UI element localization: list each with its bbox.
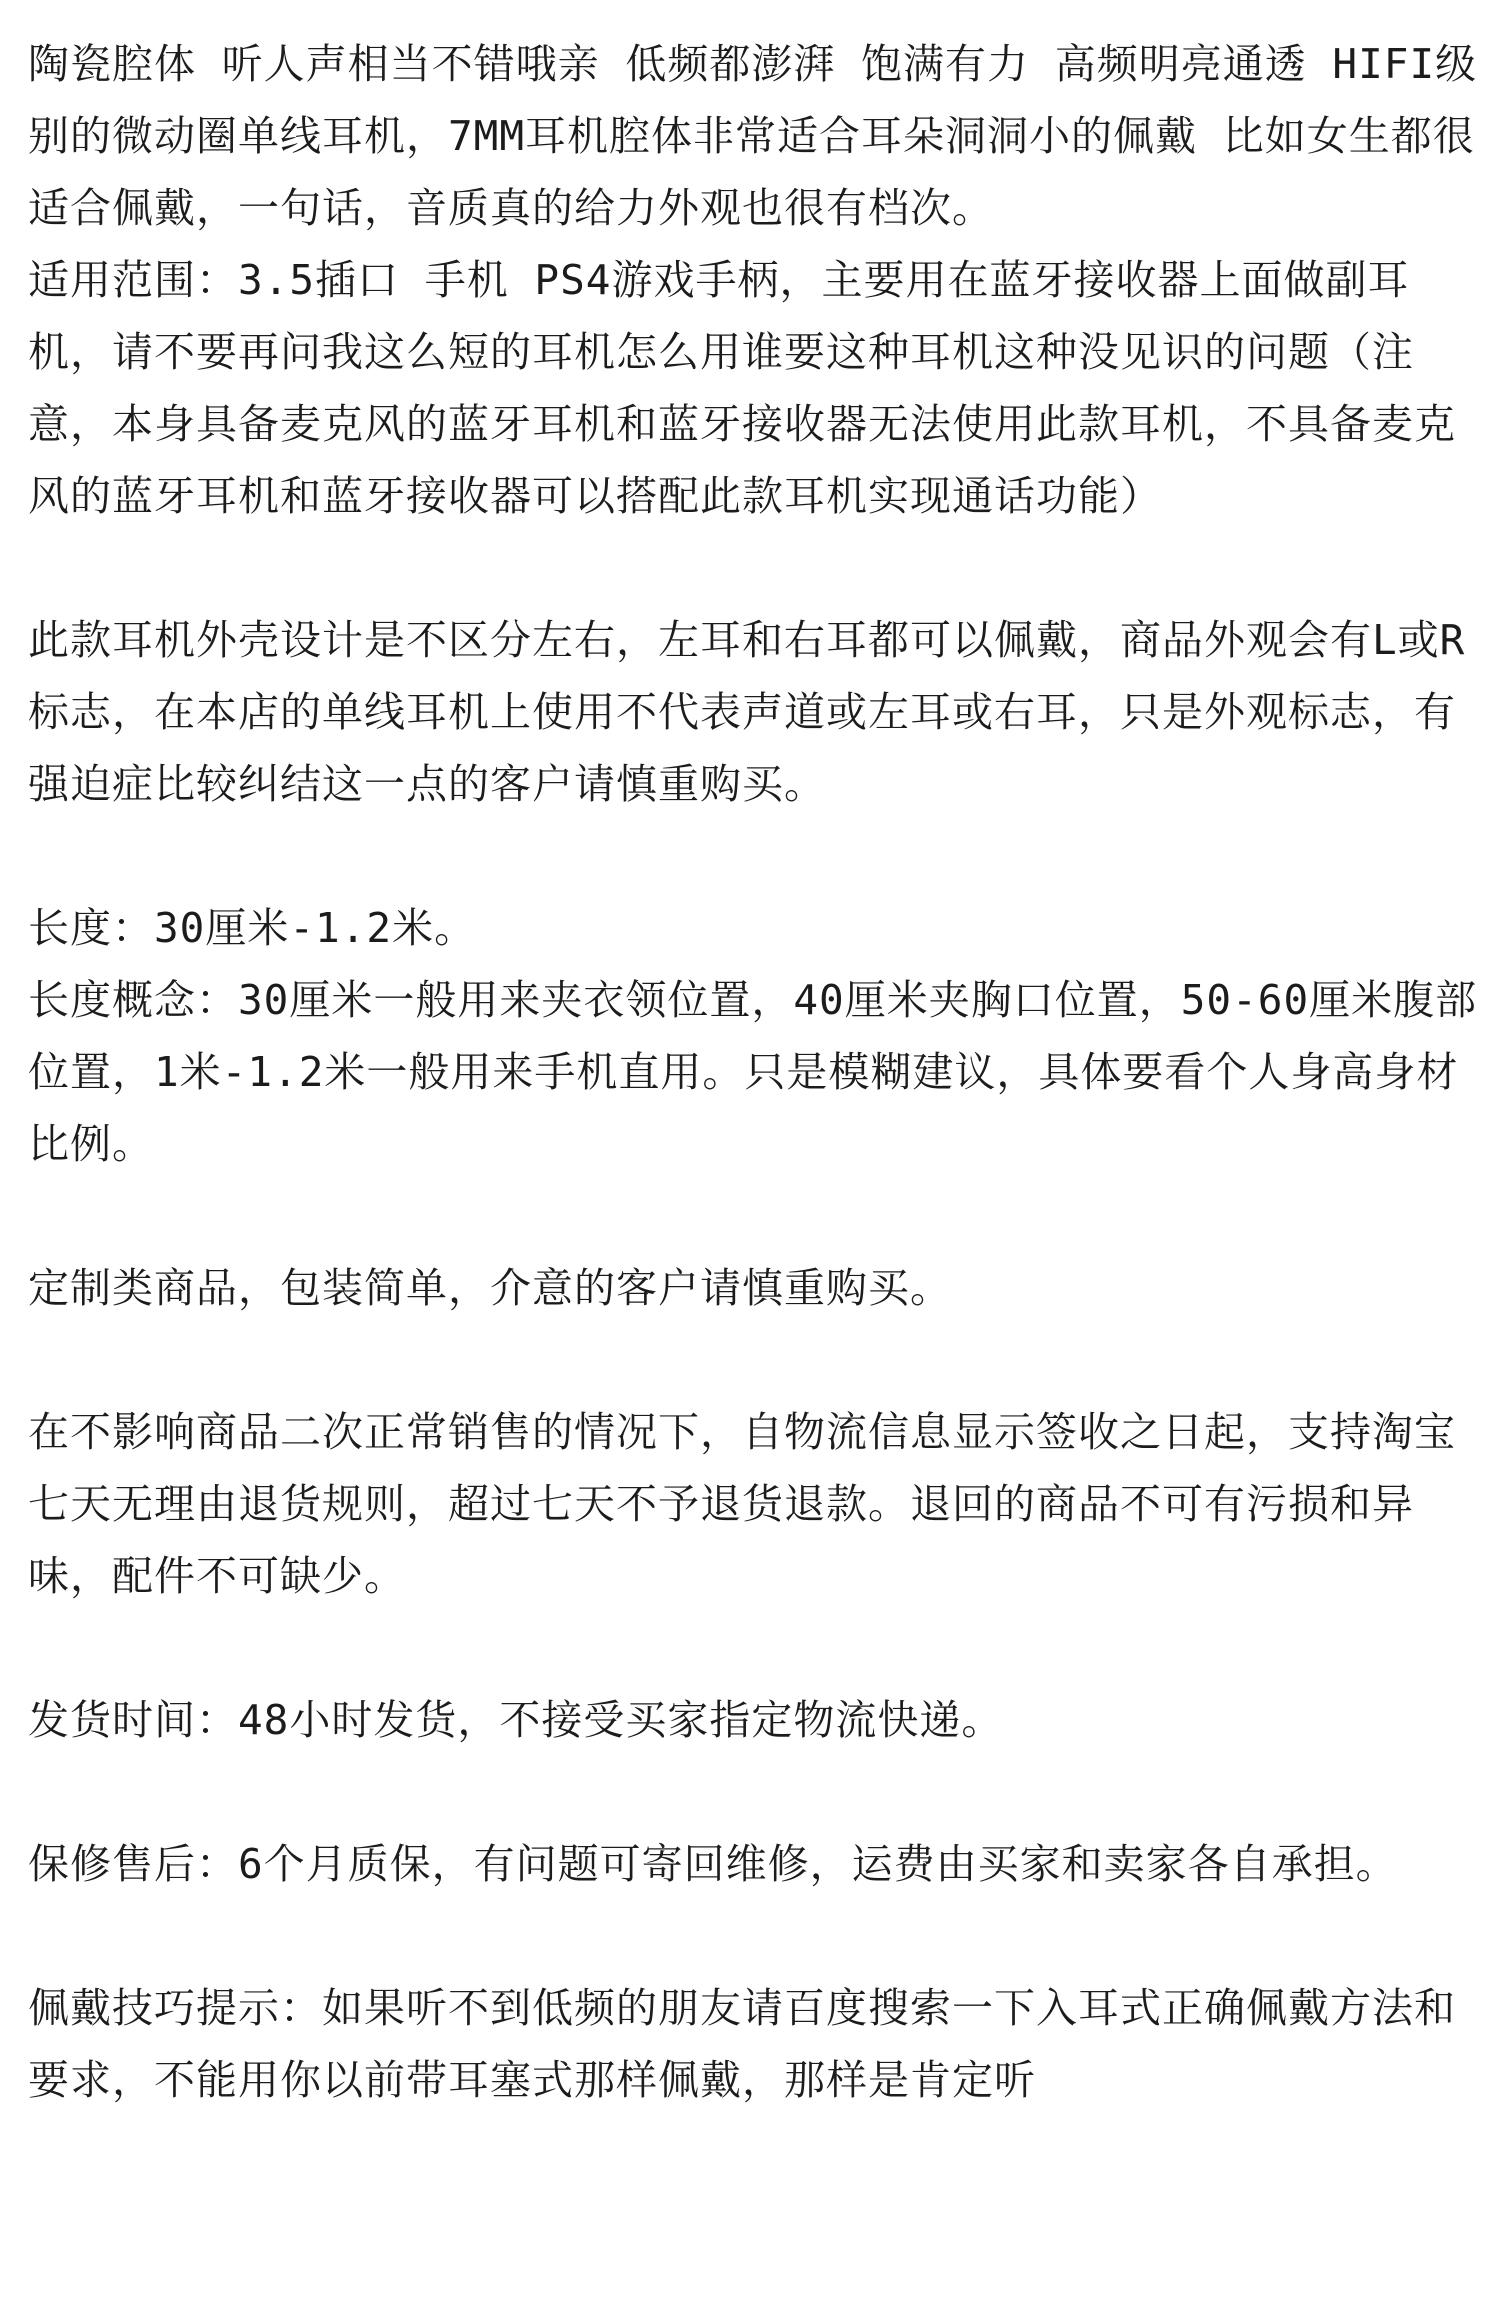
paragraph-spacer bbox=[28, 1180, 1482, 1252]
paragraph-spacer bbox=[28, 1900, 1482, 1972]
description-paragraph-length-concept: 长度概念：30厘米一般用来夹衣领位置，40厘米夹胸口位置，50-60厘米腹部位置，1米-1.2米一般用来手机直用。只是模糊建议，具体要看个人身高身材比例。 bbox=[28, 976, 1478, 1168]
description-paragraph-shipping-time: 发货时间：48小时发货，不接受买家指定物流快递。 bbox=[28, 1696, 1004, 1744]
paragraph-spacer bbox=[28, 1324, 1482, 1396]
description-paragraph-sound: 陶瓷腔体 听人声相当不错哦亲 低频都澎湃 饱满有力 高频明亮通透 HIFI级别的微动圈单线耳机，7MM耳机腔体非常适合耳朵洞洞小的佩戴 比如女生都很适合佩戴，一句话，音质真的给力外观也很有档次。 bbox=[28, 40, 1478, 232]
description-paragraph-return-policy: 在不影响商品二次正常销售的情况下，自物流信息显示签收之日起，支持淘宝七天无理由退货规则，超过七天不予退货退款。退回的商品不可有污损和异味，配件不可缺少。 bbox=[28, 1408, 1456, 1600]
paragraph-spacer bbox=[28, 1612, 1482, 1684]
description-paragraph-warranty: 保修售后：6个月质保，有问题可寄回维修，运费由买家和卖家各自承担。 bbox=[28, 1840, 1398, 1888]
paragraph-spacer bbox=[28, 820, 1482, 892]
paragraph-spacer bbox=[28, 532, 1482, 604]
description-paragraph-custom-packaging: 定制类商品，包装简单，介意的客户请慎重购买。 bbox=[28, 1264, 952, 1312]
description-paragraph-left-right-marks: 此款耳机外壳设计是不区分左右，左耳和右耳都可以佩戴，商品外观会有L或R标志，在本店的单线耳机上使用不代表声道或左耳或右耳，只是外观标志，有强迫症比较纠结这一点的客户请慎重购买。 bbox=[28, 616, 1466, 808]
description-paragraph-wearing-tips: 佩戴技巧提示：如果听不到低频的朋友请百度搜索一下入耳式正确佩戴方法和要求，不能用你以前带耳塞式那样佩戴，那样是肯定听 bbox=[28, 1984, 1456, 2104]
description-paragraph-usage-scope: 适用范围：3.5插口 手机 PS4游戏手柄，主要用在蓝牙接收器上面做副耳机，请不要再问我这么短的耳机怎么用谁要这种耳机这种没见识的问题（注意，本身具备麦克风的蓝牙耳机和蓝牙接收器无法使用此款耳机，不具备麦克风的蓝牙耳机和蓝牙接收器可以搭配此款耳机实现通话功能） bbox=[28, 256, 1456, 520]
paragraph-spacer bbox=[28, 1756, 1482, 1828]
description-paragraph-length: 长度：30厘米-1.2米。 bbox=[28, 904, 477, 952]
